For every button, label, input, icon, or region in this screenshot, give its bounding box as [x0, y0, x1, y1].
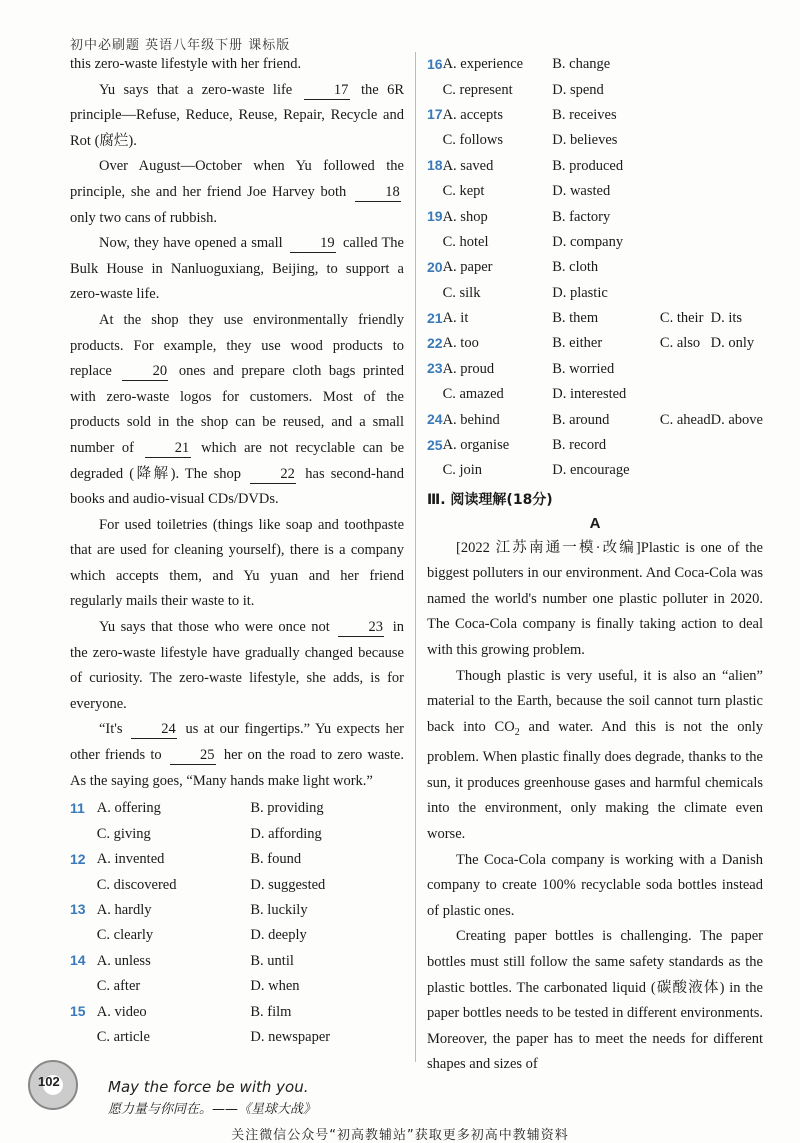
answer-option: C. hotel: [442, 233, 489, 250]
question-number-cell: [70, 898, 97, 923]
answer-option: A. too: [442, 335, 479, 352]
cloze-text: in the zero-waste lifestyle have gradually changed because of curiosity. The zero-waste lifestyle, she adds, is for everyone.: [70, 619, 404, 712]
answer-option: B. produced: [552, 157, 624, 174]
question-row: [427, 230, 763, 255]
cloze-text: called The Bulk House in Nanluoguxiang, Beijing, to support a zero-waste life.: [70, 235, 404, 303]
cloze-text: has second-hand books and audio-visual CDs/DVDs.: [70, 465, 405, 508]
answer-option: B. film: [250, 1003, 292, 1020]
answer-option: D. affording: [250, 825, 322, 842]
question-number-cell: [427, 458, 443, 483]
question-number-cell: [70, 847, 97, 872]
answer-option: A. organise: [442, 437, 510, 454]
answer-option: A. saved: [442, 157, 494, 174]
question-number-cell: [70, 1025, 97, 1050]
reading-paragraph-1: [2022 江苏南通一模·改编]Plastic is one of the biggest polluters in our environment. And Coca-Cola was named the world's number one plastic polluter in 2020. The Coca-Cola company is finally taking action to deal with this growing problem.: [427, 539, 763, 659]
left-column: [70, 52, 404, 1050]
question-row: [427, 128, 763, 153]
answer-option: A. offering: [96, 800, 161, 817]
answer-option: D. suggested: [250, 876, 326, 893]
answer-option: D. plastic: [552, 284, 608, 301]
answer-option: C. discovered: [96, 876, 177, 893]
question-number-cell: [427, 407, 443, 432]
cloze-paragraph: [70, 615, 404, 717]
question-number-cell: [427, 306, 443, 331]
question-row: [427, 407, 763, 432]
answer-option: D. its: [710, 310, 743, 327]
answer-option: B. cloth: [552, 259, 599, 276]
question-number: 12: [70, 850, 86, 867]
answer-option: C. their: [659, 310, 704, 327]
answer-option: B. until: [250, 952, 294, 969]
question-number: 21: [427, 309, 443, 326]
question-number-cell: [70, 974, 97, 999]
question-row: [427, 433, 763, 458]
cloze-text: “It's: [99, 721, 128, 738]
answer-option: D. wasted: [552, 183, 611, 200]
answer-option: A. invented: [96, 851, 165, 868]
answer-option: D. newspaper: [250, 1028, 331, 1045]
page-header: 初中必刷题 英语八年级下册 课标版: [70, 38, 291, 53]
question-row: [427, 331, 763, 356]
answer-option: C. ahead: [659, 411, 711, 428]
reading-paragraph-3: The Coca-Cola company is working with a Danish company to create 100% recyclable soda bottles instead of plastic ones.: [427, 851, 763, 919]
question-number-cell: [427, 331, 443, 356]
cloze-text: Yu says that a zero-waste life: [99, 81, 301, 98]
reading-paragraph-4: Creating paper bottles is challenging. The paper bottles must still follow the same safety standards as the plastic bottles. The carbonated liquid (碳酸液体) in the paper bottles needs to be tested in different environments. Moreover, the paper has to meet the needs for different shapes and sizes of: [427, 928, 763, 1073]
section-title: Ⅲ. 阅读理解(18分): [427, 491, 553, 508]
cloze-blank: 20: [122, 362, 168, 381]
question-row: [427, 204, 763, 229]
question-number: 23: [427, 360, 443, 377]
answer-option: B. providing: [250, 800, 324, 817]
question-number: 17: [427, 106, 443, 123]
question-number-cell: [427, 52, 443, 77]
question-number: 24: [427, 411, 443, 428]
co2-subscript: 2: [514, 726, 520, 738]
answer-option: C. clearly: [96, 927, 154, 944]
question-number-cell: [427, 357, 443, 382]
question-number: 20: [427, 258, 443, 275]
answer-option: B. either: [552, 335, 603, 352]
question-number-cell: [427, 128, 443, 153]
cloze-paragraph: [70, 513, 404, 615]
answer-option: D. when: [250, 978, 300, 995]
cloze-blank: 22: [250, 465, 296, 484]
question-row: [427, 255, 763, 280]
answer-option: D. interested: [552, 386, 627, 403]
cloze-text: only two cans of rubbish.: [70, 209, 217, 226]
question-number-cell: [427, 433, 443, 458]
cloze-text: the 6R principle—Refuse, Reduce, Reuse, Repair, Recycle and Rot (腐烂).: [70, 81, 404, 149]
question-number-cell: [70, 923, 97, 948]
question-number: 18: [427, 157, 443, 174]
question-row: [427, 281, 763, 306]
answer-option: C. article: [96, 1028, 150, 1045]
footer-quote-chinese: 愿力量与你同在。——《星球大战》: [108, 1102, 317, 1117]
question-number-cell: [427, 281, 443, 306]
answer-option: D. believes: [552, 132, 618, 149]
question-row: [70, 822, 404, 847]
answer-option: C. represent: [442, 81, 513, 98]
reading-paragraph-2: [427, 664, 763, 848]
cloze-blank: 19: [290, 234, 336, 253]
answer-option: A. it: [442, 310, 469, 327]
question-row: [427, 52, 763, 77]
question-number: 19: [427, 208, 443, 225]
question-row: [70, 898, 404, 923]
answer-option: B. change: [552, 56, 611, 73]
right-column: [427, 52, 763, 1078]
cloze-paragraph: [70, 231, 404, 308]
answer-option: D. deeply: [250, 927, 307, 944]
answer-option: C. amazed: [442, 386, 504, 403]
question-number-cell: [70, 949, 97, 974]
reading-paragraph-2-part-b: and water. And this is not the only problem. When plastic finally does degrade, thanks to the sun, it produces greenhouse gases and harmful chemicals into the environment, only making the climate even worse.: [427, 718, 763, 843]
cloze-text: For used toiletries (things like soap and toothpaste that are used for cleaning yourself), there is a company which accepts them, and Yu yuan and her friend regularly mails their waste to it.: [70, 516, 404, 610]
answer-option: A. shop: [442, 208, 488, 225]
answer-option: C. kept: [442, 183, 485, 200]
passage-label: A: [589, 514, 601, 532]
cloze-text: Now, they have opened a small: [99, 235, 287, 252]
cloze-text: her on the road to zero waste. As the saying goes, “Many hands make light work.”: [70, 747, 404, 789]
question-row: [70, 796, 404, 821]
answer-option: D. above: [710, 411, 763, 428]
cloze-text: Yu says that those who were once not: [99, 619, 336, 636]
question-row: [70, 847, 404, 872]
question-row: [427, 382, 763, 407]
answer-option: A. hardly: [96, 901, 152, 918]
cloze-text: ones and prepare cloth bags printed with zero-waste logos for customers. Most of the products sold in the shop can be reused, and a small number of: [70, 363, 404, 456]
footer-promo: 关注微信公众号“初高教辅站”获取更多初高中教辅资料: [231, 1128, 569, 1143]
question-row: [70, 999, 404, 1024]
question-row: [70, 1025, 404, 1050]
question-number: 13: [70, 901, 86, 918]
question-number-cell: [427, 154, 443, 179]
cloze-paragraph: [70, 78, 404, 155]
question-row: [70, 974, 404, 999]
question-number: 11: [70, 799, 85, 816]
answer-option: C. giving: [96, 825, 151, 842]
question-number-cell: [427, 103, 443, 128]
question-number-cell: [427, 204, 443, 229]
answer-option: C. join: [442, 462, 483, 479]
cloze-text: Over August—October when Yu followed the principle, she and her friend Joe Harvey both: [70, 158, 404, 200]
answer-option: D. encourage: [552, 462, 630, 479]
cloze-blank: 21: [145, 439, 191, 458]
question-row: [427, 458, 763, 483]
answer-option: A. experience: [442, 56, 524, 73]
answer-option: A. video: [96, 1003, 147, 1020]
right-options-table: [427, 52, 763, 484]
question-row: [427, 179, 763, 204]
cloze-text: us at our fingertips.” Yu expects her other friends to: [70, 721, 404, 764]
question-row: [427, 306, 763, 331]
footer-quote-english: May the force be with you.: [108, 1078, 309, 1096]
question-row: [427, 154, 763, 179]
answer-option: A. paper: [442, 259, 493, 276]
question-number: 16: [427, 55, 443, 72]
answer-option: A. unless: [96, 952, 151, 969]
cloze-paragraph: [70, 717, 404, 794]
answer-option: A. accepts: [442, 106, 503, 123]
question-number-cell: [427, 255, 443, 280]
question-number-cell: [70, 872, 97, 897]
page-number: 102: [38, 1074, 60, 1089]
cloze-blank: 24: [131, 720, 177, 739]
answer-option: C. after: [96, 978, 141, 995]
question-number-cell: [70, 999, 97, 1024]
answer-option: D. company: [552, 233, 624, 250]
question-number-cell: [70, 796, 97, 821]
question-number: 22: [427, 334, 443, 351]
answer-option: A. behind: [442, 411, 500, 428]
question-number-cell: [427, 179, 443, 204]
cloze-text: At the shop they use environmentally friendly products. For example, they use wood products to replace: [70, 311, 404, 380]
cloze-blank: 23: [338, 618, 384, 637]
question-row: [427, 77, 763, 102]
answer-option: B. worried: [552, 360, 615, 377]
question-row: [70, 923, 404, 948]
answer-option: C. also: [659, 335, 701, 352]
cloze-passage: [70, 52, 404, 794]
question-number-cell: [427, 382, 443, 407]
answer-option: B. around: [552, 411, 610, 428]
answer-option: B. them: [552, 310, 599, 327]
left-options-table: [70, 796, 404, 1050]
question-number: 15: [70, 1003, 86, 1020]
cloze-blank: 17: [304, 81, 350, 100]
question-number-cell: [427, 77, 443, 102]
answer-option: B. record: [552, 437, 607, 454]
answer-option: C. follows: [442, 132, 503, 149]
cloze-paragraph: [70, 52, 404, 78]
answer-option: C. silk: [442, 284, 481, 301]
cloze-text: this zero-waste lifestyle with her friend.: [70, 56, 302, 72]
question-row: [427, 103, 763, 128]
question-row: [427, 357, 763, 382]
answer-option: B. receives: [552, 106, 617, 123]
answer-option: A. proud: [442, 360, 495, 377]
question-number-cell: [427, 230, 443, 255]
reading-paragraph-2-part-a: Though plastic is very useful, it is also an “alien” material to the Earth, because the soil cannot turn plastic back into CO: [427, 667, 763, 735]
answer-option: B. found: [250, 851, 302, 868]
question-row: [70, 949, 404, 974]
cloze-text: which are not recyclable can be degraded (降解). The shop: [70, 439, 405, 482]
answer-option: B. luckily: [250, 901, 308, 918]
question-row: [70, 872, 404, 897]
answer-option: D. only: [710, 335, 755, 352]
cloze-blank: 18: [355, 183, 401, 202]
question-number: 25: [427, 436, 443, 453]
column-divider: [415, 52, 416, 1062]
question-number-cell: [70, 822, 97, 847]
answer-option: D. spend: [552, 81, 604, 98]
cloze-paragraph: [70, 154, 404, 231]
cloze-paragraph: [70, 308, 404, 513]
cloze-blank: 25: [170, 746, 216, 765]
answer-option: B. factory: [552, 208, 611, 225]
question-number: 14: [70, 952, 86, 969]
